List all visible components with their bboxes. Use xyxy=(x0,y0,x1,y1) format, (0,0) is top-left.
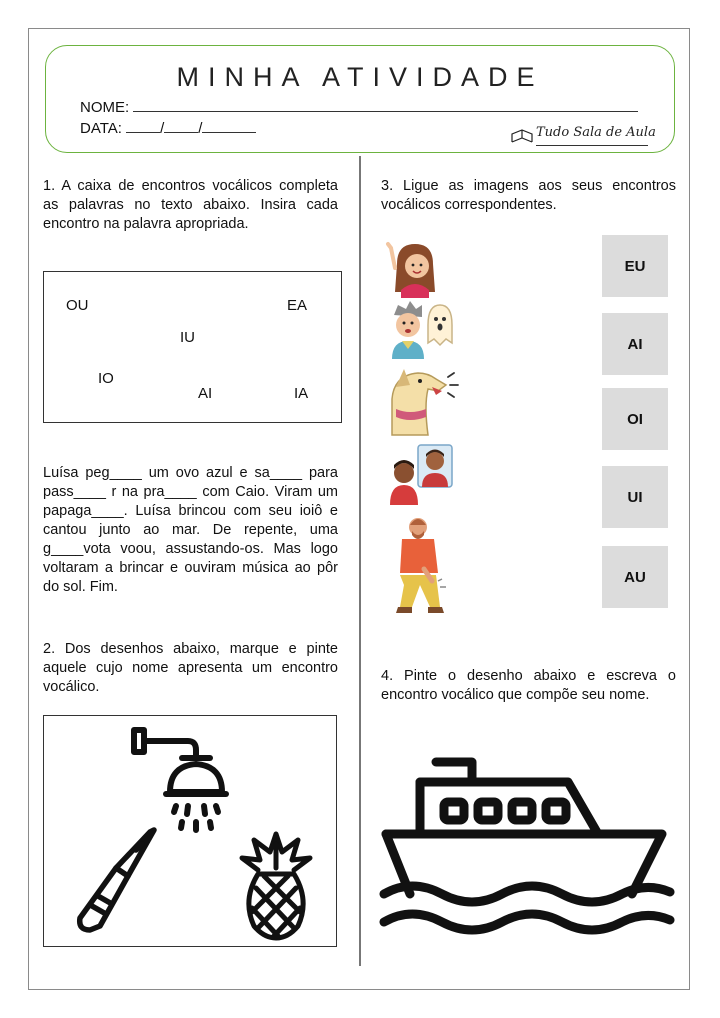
q1-text: 1. A caixa de encontros vocálicos completa as palavras no texto abaixo. Insira cada encontro na palavra apropriada. xyxy=(43,178,338,232)
date-day-field[interactable] xyxy=(126,118,160,133)
book-icon xyxy=(510,128,534,146)
vowel-io: IO xyxy=(98,370,114,387)
shower-icon[interactable] xyxy=(130,726,240,836)
two-boys-icon[interactable] xyxy=(388,443,454,505)
waving-girl-icon[interactable] xyxy=(385,238,445,298)
date-label: DATA: xyxy=(80,120,122,137)
vowel-ai: AI xyxy=(198,385,213,402)
vowel-ia: IA xyxy=(294,385,309,402)
q4-text: 4. Pinte o desenho abaixo e escreva o encontro vocálico que compõe seu nome. xyxy=(381,668,676,703)
name-field[interactable] xyxy=(133,97,638,112)
option-oi[interactable]: OI xyxy=(602,388,668,450)
q2-text: 2. Dos desenhos abaixo, marque e pinte aquele cujo nome apresenta um encontro vocálico. xyxy=(43,641,338,695)
date-year-field[interactable] xyxy=(202,118,256,133)
option-au[interactable]: AU xyxy=(602,546,668,608)
vowel-ou: OU xyxy=(66,297,89,314)
vowel-iu: IU xyxy=(180,329,195,346)
page-title: MINHA ATIVIDADE xyxy=(176,62,544,92)
date-month-field[interactable] xyxy=(164,118,198,133)
column-divider xyxy=(359,156,361,966)
vowel-ea: EA xyxy=(287,297,308,314)
brand-logo: Tudo Sala de Aula xyxy=(536,125,656,140)
barking-dog-icon[interactable] xyxy=(388,365,460,435)
brand-underline xyxy=(536,145,648,146)
ship-icon[interactable] xyxy=(380,756,674,934)
story-text: Luísa peg____ um ovo azul e sa____ para pass____ r na pra____ com Caio. Viram um papaga____. Luísa brincou com seu ioiô e cantou junto ao mar. De repente, uma g____vota voou, assustando-os. Mas logo voltaram a brincar e ouviram música ao pôr do sol. Fim. xyxy=(43,465,338,595)
name-line xyxy=(80,97,638,116)
date-line xyxy=(80,118,256,137)
option-ai[interactable]: AI xyxy=(602,313,668,375)
pineapple-icon[interactable] xyxy=(234,830,318,942)
q3-text: 3. Ligue as imagens aos seus encontros vocálicos correspondentes. xyxy=(381,178,676,213)
date-separator: / xyxy=(160,120,165,137)
man-in-pain-icon[interactable] xyxy=(390,515,450,615)
name-label: NOME: xyxy=(80,99,130,116)
knife-icon[interactable] xyxy=(70,826,160,936)
option-eu[interactable]: EU xyxy=(602,235,668,297)
option-ui[interactable]: UI xyxy=(602,466,668,528)
scared-boy-ghost-icon[interactable] xyxy=(388,299,454,361)
date-separator: / xyxy=(198,120,203,137)
